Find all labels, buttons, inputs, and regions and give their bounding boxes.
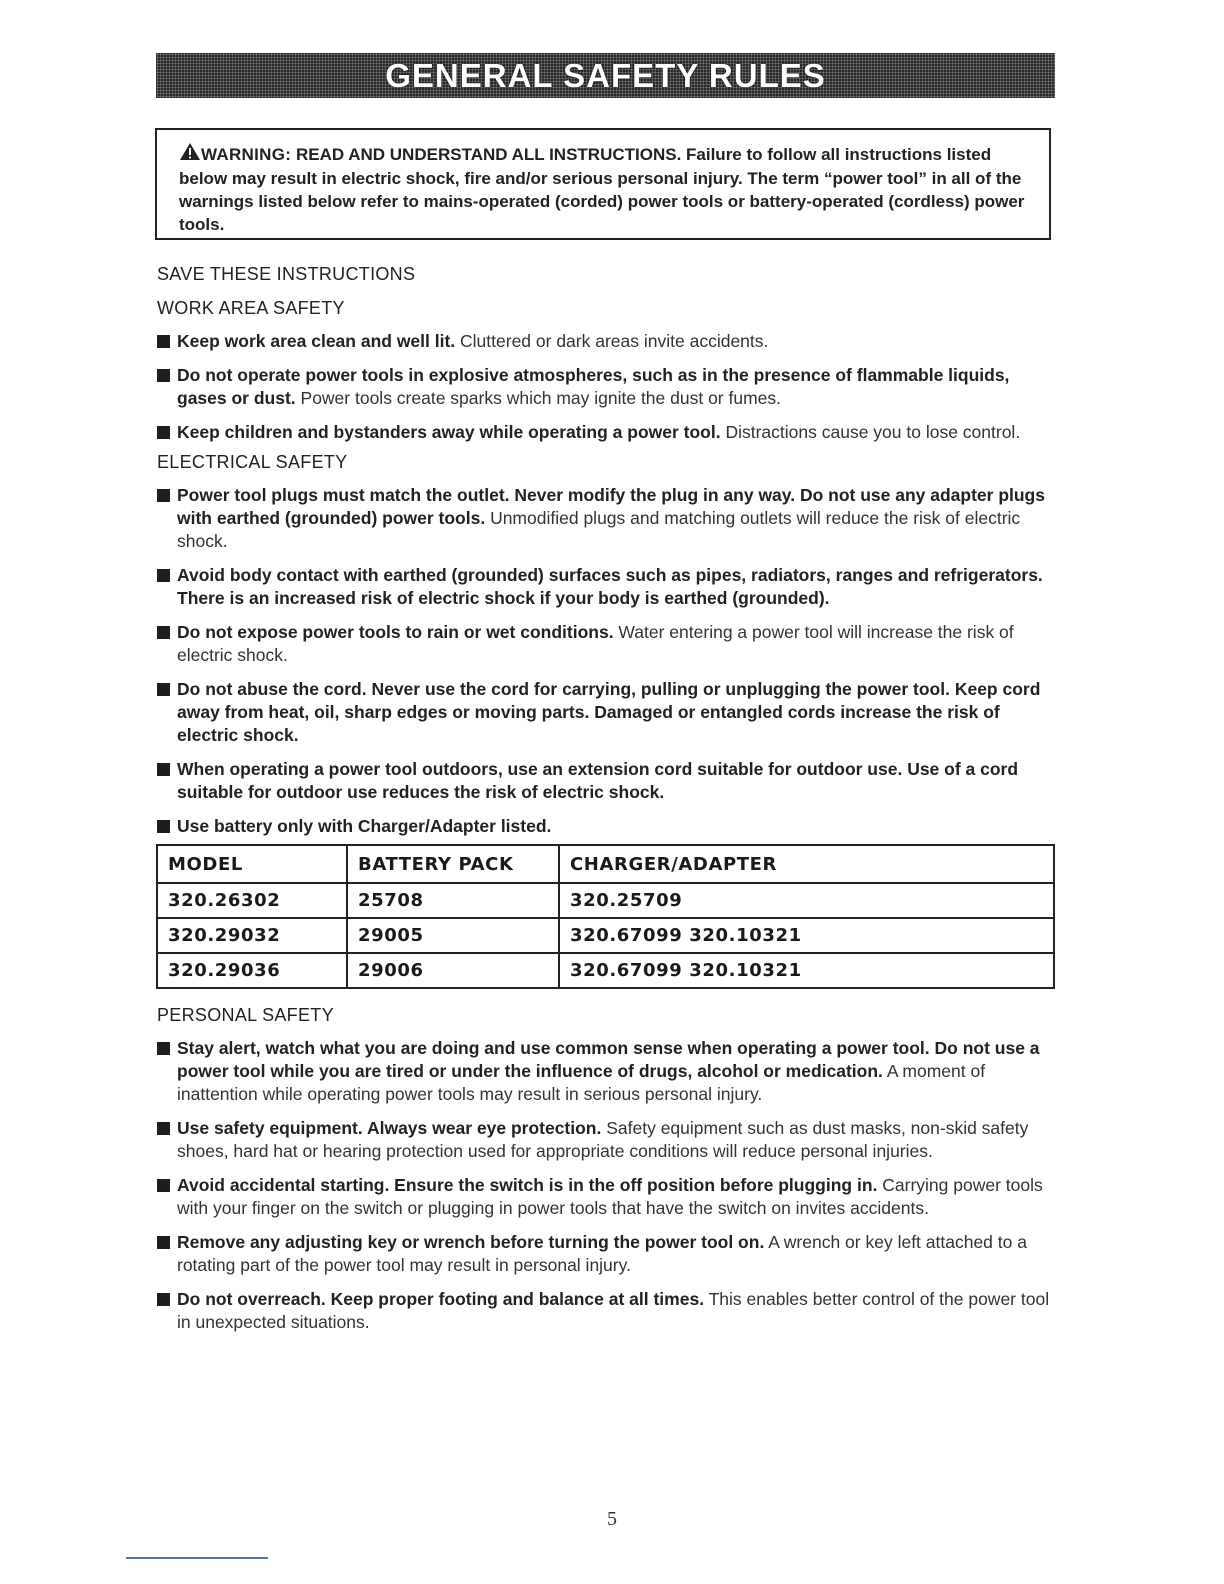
electrical-safety-heading: ELECTRICAL SAFETY bbox=[157, 452, 348, 472]
bullet-icon bbox=[157, 763, 170, 776]
warning-text: READ AND UNDERSTAND ALL INSTRUCTIONS. Failure to follow all instructions listed below may result in electric shock, fire and/or serious personal injury. The term “power tool” in all of the warnings listed below refer to mains-operated (corded) power tools or battery-operated (cordless) power tools. bbox=[179, 145, 1025, 234]
footer-divider bbox=[126, 1557, 268, 1559]
bullet-icon bbox=[157, 489, 170, 502]
page-number: 5 bbox=[607, 1508, 617, 1530]
bullet-icon bbox=[157, 1293, 170, 1306]
bullet-icon bbox=[157, 369, 170, 382]
table-row bbox=[157, 953, 1054, 988]
section-banner bbox=[156, 53, 1055, 98]
list-item: Do not expose power tools to rain or wet conditions. Water entering a power tool will increase the risk of electric shock. bbox=[157, 621, 1057, 667]
table-cell: 320.67099 320.10321 bbox=[559, 918, 1054, 953]
work-area-heading: WORK AREA SAFETY bbox=[157, 298, 345, 318]
warning-label: WARNING: bbox=[201, 145, 292, 164]
table-header-cell: CHARGER/ADAPTER bbox=[559, 845, 1054, 883]
list-item: Keep work area clean and well lit. Cluttered or dark areas invite accidents. bbox=[157, 330, 1057, 353]
warning-triangle-icon bbox=[179, 142, 201, 167]
list-item: Do not overreach. Keep proper footing and balance at all times. This enables better control of the power tool in unexpected situations. bbox=[157, 1288, 1057, 1334]
list-item: Avoid accidental starting. Ensure the switch is in the off position before plugging in. Carrying power tools with your finger on the switch or plugging in power tools that have the switch on invites accidents. bbox=[157, 1174, 1057, 1220]
table-header-cell: MODEL bbox=[157, 845, 347, 883]
table-cell: 320.25709 bbox=[559, 883, 1054, 918]
bullet-icon bbox=[157, 820, 170, 833]
list-item: Remove any adjusting key or wrench before turning the power tool on. A wrench or key left attached to a rotating part of the power tool may result in personal injury. bbox=[157, 1231, 1057, 1277]
list-item: Power tool plugs must match the outlet. Never modify the plug in any way. Do not use any adapter plugs with earthed (grounded) power tools. Unmodified plugs and matching outlets will reduce the risk of electric shock. bbox=[157, 484, 1057, 553]
bullet-icon bbox=[157, 426, 170, 439]
list-item: Avoid body contact with earthed (grounded) surfaces such as pipes, radiators, ranges and refrigerators. There is an increased risk of electric shock if your body is earthed (grounded). bbox=[157, 564, 1057, 610]
battery-charger-table bbox=[156, 844, 1055, 989]
list-item: When operating a power tool outdoors, use an extension cord suitable for outdoor use. Use of a cord suitable for outdoor use reduces the risk of electric shock. bbox=[157, 758, 1057, 804]
list-item: Stay alert, watch what you are doing and use common sense when operating a power tool. Do not use a power tool while you are tired or under the influence of drugs, alcohol or medication. A moment of inattention while operating power tools may result in serious personal injury. bbox=[157, 1037, 1057, 1106]
table-cell: 320.29036 bbox=[157, 953, 347, 988]
content bbox=[157, 262, 1057, 1345]
personal-safety-heading: PERSONAL SAFETY bbox=[157, 1005, 334, 1025]
bullet-icon bbox=[157, 335, 170, 348]
table-cell: 320.26302 bbox=[157, 883, 347, 918]
bullet-icon bbox=[157, 626, 170, 639]
bullet-icon bbox=[157, 1179, 170, 1192]
banner-title: GENERAL SAFETY RULES bbox=[385, 56, 826, 94]
table-header-row bbox=[157, 845, 1054, 883]
list-item: Use safety equipment. Always wear eye protection. Safety equipment such as dust masks, non-skid safety shoes, hard hat or hearing protection used for appropriate conditions will reduce personal injuries. bbox=[157, 1117, 1057, 1163]
table-row bbox=[157, 883, 1054, 918]
table-row bbox=[157, 918, 1054, 953]
list-item: Keep children and bystanders away while operating a power tool. Distractions cause you to lose control. bbox=[157, 421, 1057, 444]
bullet-icon bbox=[157, 1236, 170, 1249]
bullet-icon bbox=[157, 1122, 170, 1135]
bullet-icon bbox=[157, 683, 170, 696]
table-cell: 29006 bbox=[347, 953, 559, 988]
table-header-cell: BATTERY PACK bbox=[347, 845, 559, 883]
list-item: Use battery only with Charger/Adapter listed. bbox=[157, 815, 1057, 838]
table-cell: 29005 bbox=[347, 918, 559, 953]
table-cell: 320.29032 bbox=[157, 918, 347, 953]
bullet-icon bbox=[157, 1042, 170, 1055]
warning-box bbox=[155, 128, 1051, 240]
list-item: Do not operate power tools in explosive atmospheres, such as in the presence of flammable liquids, gases or dust. Power tools create sparks which may ignite the dust or fumes. bbox=[157, 364, 1057, 410]
bullet-icon bbox=[157, 569, 170, 582]
save-instructions-heading: SAVE THESE INSTRUCTIONS bbox=[157, 264, 416, 284]
list-item: Do not abuse the cord. Never use the cord for carrying, pulling or unplugging the power tool. Keep cord away from heat, oil, sharp edges or moving parts. Damaged or entangled cords increase the risk of electric shock. bbox=[157, 678, 1057, 747]
table-cell: 25708 bbox=[347, 883, 559, 918]
table-cell: 320.67099 320.10321 bbox=[559, 953, 1054, 988]
